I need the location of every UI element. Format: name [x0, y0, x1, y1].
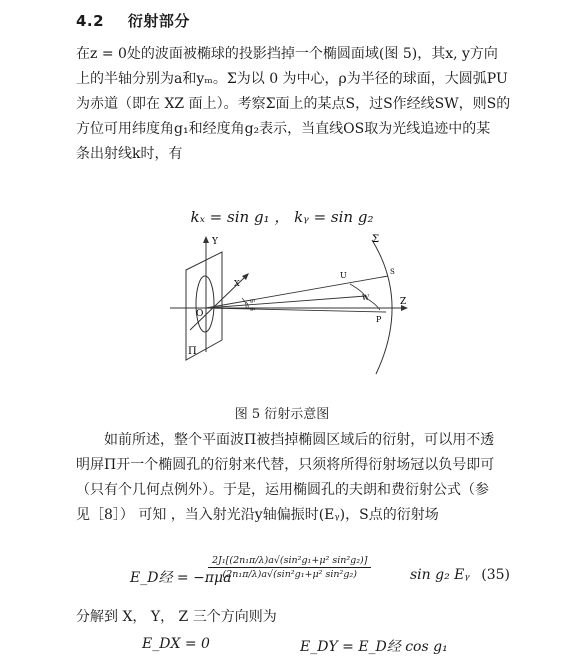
p-label: P: [376, 315, 382, 324]
paragraph-line: 如前所述，整个平面波Π被挡掉椭圆区域后的衍射，可以用不透: [104, 432, 495, 448]
sphere-arc: [372, 240, 392, 374]
equation-35: [130, 555, 510, 599]
u-label: U: [340, 271, 347, 280]
section-heading: [76, 10, 190, 31]
y-axis-label: Y: [212, 237, 218, 247]
paragraph-line: 条出射线k时，有: [76, 146, 183, 162]
equation-edx: E_DX = 0: [142, 636, 210, 652]
paragraph-2: [76, 428, 496, 528]
equation-35-fraction: [208, 555, 371, 580]
origin-label: O: [196, 309, 204, 319]
equation-35-rhs: sin g₂ Eᵧ: [410, 567, 470, 583]
decomposition-text: 分解到 X， Y， Z 三个方向则为: [76, 609, 277, 625]
equation-edy: E_DY = E_D经 cos g₁: [300, 639, 448, 655]
elliptical-aperture: [196, 276, 214, 332]
section-number: 4.2: [76, 12, 105, 30]
equation-35-lhs: E_D经 = −πμa: [130, 570, 232, 586]
x-axis-label: X: [234, 279, 240, 288]
w-label: W: [362, 294, 370, 302]
paragraph-line: 在z = 0处的波面被椭球的投影挡掉一个椭圆面域(图 5)，其x, y方向: [76, 46, 498, 62]
equation-35-tag: (35): [481, 567, 510, 583]
equation-direction-cosines: kₓ = sin g₁ ， kᵧ = sin g₂: [190, 208, 374, 226]
angle2-label: g₂: [250, 306, 256, 312]
paragraph-line: 上的半轴分别为a和yₘ。Σ为以 0 为中心，ρ为半径的球面，大圆弧PU: [76, 71, 508, 87]
angle1-label: g₁: [250, 298, 256, 304]
s-label: S: [390, 268, 395, 276]
equation-35-denominator: (2n₁π/λ)a√(sin²g₁+μ² sin²g₂): [222, 569, 357, 580]
paragraph-line: 方位可用纬度角g₁和经度角g₂表示，当直线OS取为光线追迹中的某: [76, 121, 491, 137]
z-axis-label: Z: [400, 297, 407, 307]
paragraph-line: （只有个几何点例外）。于是，运用椭圆孔的夫朗和费衍射公式（参: [76, 482, 489, 498]
paragraph-line: 见［8］） 可知 ，当入射光沿y轴偏振时(Eᵧ)，S点的衍射场: [76, 507, 439, 523]
paragraph-1: [76, 42, 511, 167]
diffraction-figure: [150, 232, 430, 380]
section-title: 衍射部分: [127, 12, 190, 30]
sphere-label: Σ: [372, 234, 380, 245]
screen-label: Π: [188, 346, 197, 357]
figure-caption: 图 5 衍射示意图: [234, 407, 330, 422]
equation-35-numerator: 2J₁[(2n₁π/λ)a√(sin²g₁+μ² sin²g₂)]: [208, 555, 371, 568]
paragraph-line: 明屏Π开一个椭圆孔的衍射来代替，只须将所得衍射场冠以负号即可: [76, 457, 495, 473]
paragraph-line: 为赤道（即在 XZ 面上）。考察Σ面上的某点S，过S作经线SW，则S的: [76, 96, 511, 112]
